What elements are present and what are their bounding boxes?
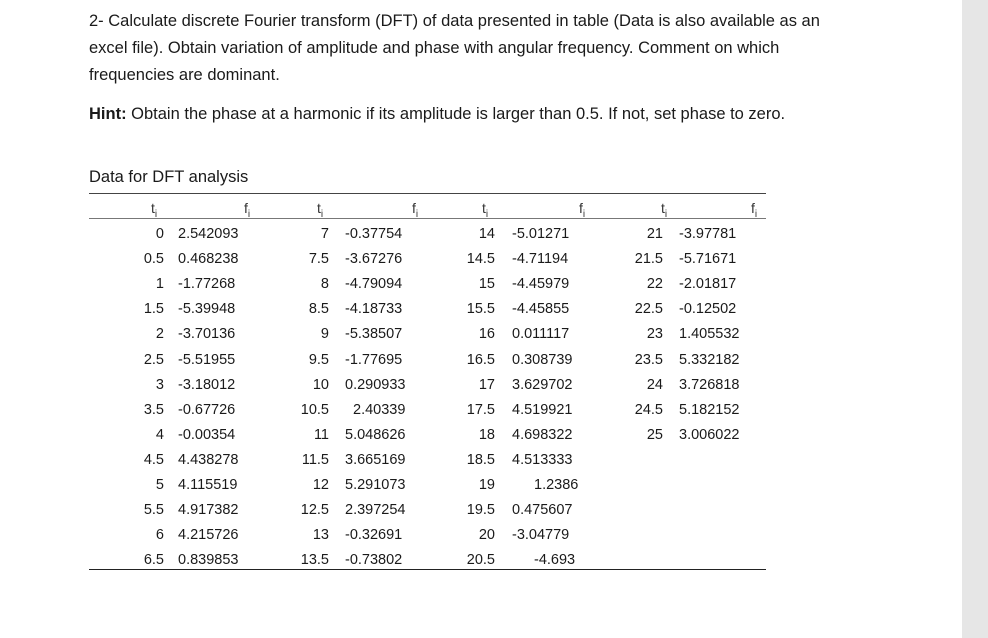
cell-f: 2.40339 (353, 401, 406, 418)
cell-t: 18.5 (466, 451, 495, 468)
header-f-3: $f_i$ (579, 200, 586, 220)
cell-f: 3.629702 (512, 376, 573, 393)
cell-t: 23 (646, 326, 663, 343)
cell-f: -0.12502 (679, 301, 737, 318)
cell-t: 11.5 (301, 451, 329, 468)
cell-t: 14 (478, 226, 495, 242)
cell-t: 17 (478, 376, 495, 393)
cell-f: -4.45855 (512, 301, 570, 318)
header-f-2: $f_i$ (412, 200, 419, 220)
cell-t: 8.5 (308, 301, 329, 318)
cell-f: 1.405532 (679, 326, 740, 343)
cell-f: -2.01817 (679, 276, 737, 293)
header-f-4: $f_i$ (751, 200, 758, 220)
cell-t: 16 (478, 326, 495, 343)
cell-f: -5.71671 (679, 251, 737, 268)
cell-f: 4.438278 (178, 451, 239, 468)
cell-t: 5 (155, 477, 164, 493)
cell-f: 4.519921 (512, 401, 573, 418)
cell-t: 13.5 (300, 552, 329, 569)
cell-f: 0.475607 (512, 502, 573, 519)
header-t-4: $t_i$ (661, 200, 668, 220)
cell-f: -4.18733 (345, 301, 403, 318)
cell-t: 6.5 (143, 552, 164, 569)
cell-f: 4.917382 (178, 502, 239, 519)
cell-f: -4.693 (534, 552, 576, 569)
cell-t: 3.5 (143, 401, 164, 418)
cell-t: 17.5 (466, 401, 495, 418)
cell-t: 9.5 (308, 351, 329, 368)
cell-f: -0.00354 (178, 426, 236, 443)
table-top-rule (89, 193, 766, 194)
cell-t: 0 (155, 226, 164, 242)
cell-t: 22 (646, 276, 663, 293)
hint-paragraph (89, 101, 849, 128)
cell-t: 2 (155, 326, 164, 343)
cell-t: 21 (646, 226, 663, 242)
table-caption: Data for DFT analysis (89, 168, 249, 186)
cell-t: 20.5 (466, 552, 495, 569)
cell-f: -1.77268 (178, 276, 236, 293)
cell-f: -5.39948 (178, 301, 236, 318)
cell-t: 10 (312, 376, 329, 393)
cell-t: 23.5 (634, 351, 663, 368)
cell-f: -4.45979 (512, 276, 570, 293)
header-t-3: $t_i$ (482, 200, 489, 220)
cell-t: 18 (478, 426, 495, 443)
vertical-scrollbar[interactable] (962, 0, 988, 638)
cell-f: -0.67726 (178, 401, 236, 418)
cell-t: 19.5 (466, 502, 495, 519)
cell-f: -1.77695 (345, 351, 403, 368)
cell-t: 12.5 (300, 502, 329, 519)
cell-t: 3 (155, 376, 164, 393)
cell-t: 25 (646, 426, 663, 443)
cell-f: 2.542093 (178, 226, 239, 242)
cell-f: -3.97781 (679, 226, 737, 242)
cell-f: 3.726818 (679, 376, 740, 393)
cell-t: 4.5 (143, 451, 164, 468)
cell-t: 24.5 (634, 401, 663, 418)
cell-t: 8 (320, 276, 329, 293)
cell-f: 0.839853 (178, 552, 239, 569)
cell-t: 24 (646, 376, 663, 393)
cell-f: 0.290933 (345, 376, 406, 393)
cell-f: 2.397254 (345, 502, 406, 519)
cell-t: 12 (312, 477, 329, 493)
cell-f: 3.665169 (345, 451, 406, 468)
cell-t: 19 (478, 477, 495, 493)
cell-t: 7 (320, 226, 329, 242)
cell-t: 21.5 (634, 251, 663, 268)
cell-f: 5.291073 (345, 477, 406, 493)
cell-f: -3.18012 (178, 376, 236, 393)
cell-t: 6 (155, 527, 164, 544)
cell-f: -5.01271 (512, 226, 570, 242)
cell-f: 0.468238 (178, 251, 239, 268)
cell-f: 5.048626 (345, 426, 406, 443)
cell-t: 0.5 (143, 251, 164, 268)
cell-t: 9 (320, 326, 329, 343)
cell-f: 4.698322 (512, 426, 573, 443)
cell-f: -5.38507 (345, 326, 403, 343)
table-bottom-rule (89, 569, 766, 570)
header-f-1: $f_i$ (244, 200, 251, 220)
cell-f: 5.332182 (679, 351, 740, 368)
cell-f: -5.51955 (178, 351, 236, 368)
cell-f: 3.006022 (679, 426, 740, 443)
cell-f: 4.215726 (178, 527, 239, 544)
cell-t: 15.5 (466, 301, 495, 318)
cell-f: -4.71194 (512, 251, 569, 268)
cell-f: -0.32691 (345, 527, 403, 544)
cell-t: 16.5 (466, 351, 495, 368)
header-t-2: $t_i$ (317, 200, 324, 220)
cell-f: 0.308739 (512, 351, 573, 368)
cell-t: 7.5 (308, 251, 329, 268)
header-t-1: $t_i$ (151, 200, 158, 220)
cell-f: -4.79094 (345, 276, 403, 293)
cell-t: 13 (312, 527, 329, 544)
cell-f: -0.73802 (345, 552, 403, 569)
cell-f: -0.37754 (345, 226, 403, 242)
cell-f: 4.115519 (178, 477, 238, 493)
cell-f: -3.04779 (512, 527, 570, 544)
cell-t: 22.5 (634, 301, 663, 318)
cell-f: -3.67276 (345, 251, 403, 268)
cell-t: 2.5 (143, 351, 164, 368)
cell-t: 10.5 (300, 401, 329, 418)
hint-text: Obtain the phase at a harmonic if its amplitude is larger than 0.5. If not, set phase to zero. (126, 105, 786, 123)
cell-f: 5.182152 (679, 401, 740, 418)
cell-f: 1.2386 (534, 477, 579, 493)
question-paragraph: 2- Calculate discrete Fourier transform (DFT) of data presented in table (Data is also available as an excel file). Obtain variation of amplitude and phase with angular frequency. Comment on which frequencies are dominant. (89, 12, 820, 84)
cell-t: 4 (155, 426, 164, 443)
cell-f: -3.70136 (178, 326, 236, 343)
cell-t: 20 (478, 527, 495, 544)
cell-t: 1.5 (143, 301, 164, 318)
cell-t: 1 (155, 276, 164, 293)
cell-t: 14.5 (466, 251, 495, 268)
cell-t: 5.5 (143, 502, 164, 519)
cell-t: 15 (478, 276, 495, 293)
cell-t: 11 (313, 426, 329, 443)
hint-label: Hint: (89, 105, 127, 123)
cell-f: 4.513333 (512, 451, 573, 468)
cell-f: 0.011117 (512, 326, 570, 343)
